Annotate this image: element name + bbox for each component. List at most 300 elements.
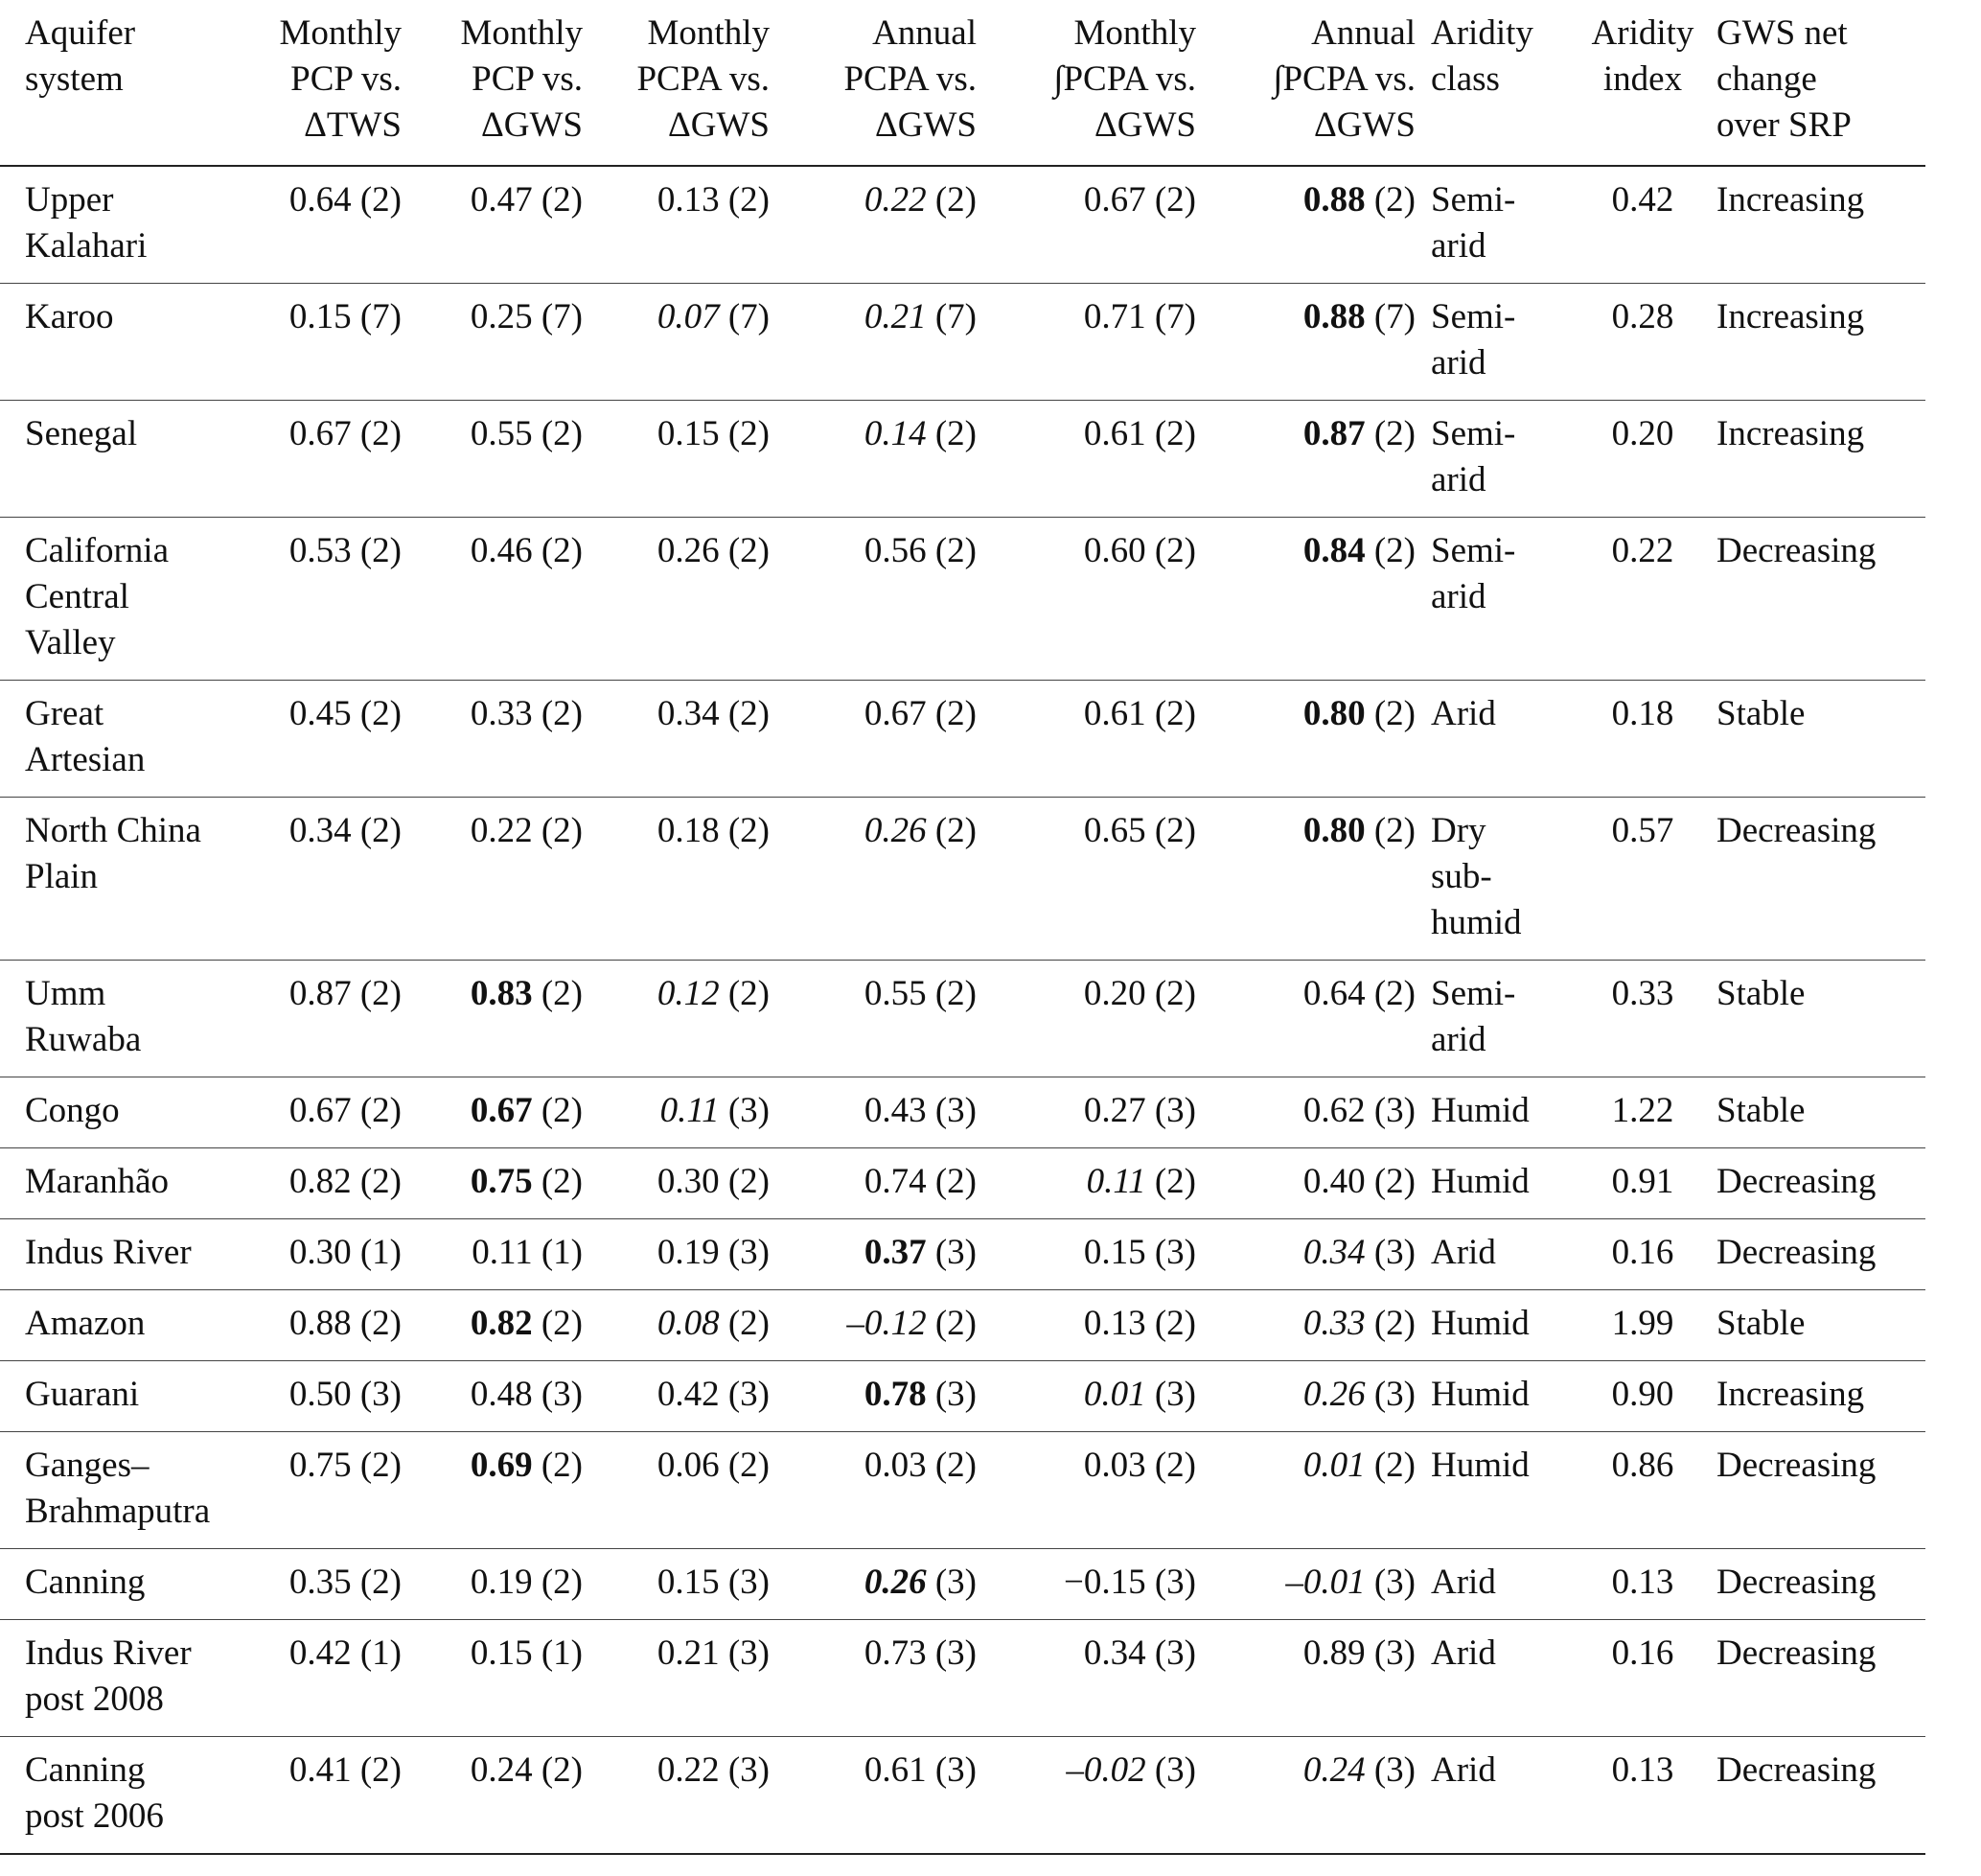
cell-annual-int-pcpa-vs-dgws — [1204, 681, 1423, 798]
table-row — [0, 1549, 1925, 1620]
aridity-class: Humid — [1423, 1077, 1580, 1148]
lag-months: (3) — [934, 1633, 977, 1673]
cell-monthly-int-pcpa-vs-dgws — [984, 1148, 1204, 1219]
correlation-value: 0.22 — [656, 1750, 720, 1790]
cell-monthly-pcpa-vs-dgws — [590, 1549, 777, 1620]
lag-months: (2) — [934, 531, 977, 570]
correlation-value: 0.34 — [656, 694, 720, 733]
cell-monthly-int-pcpa-vs-dgws — [984, 401, 1204, 518]
lag-months: (7) — [359, 297, 402, 336]
lag-months: (2) — [359, 180, 402, 220]
correlation-value: 0.42 — [288, 1633, 352, 1673]
table-row — [0, 1219, 1925, 1290]
cell-monthly-pcp-vs-dtws — [246, 401, 409, 518]
table-row — [0, 798, 1925, 961]
table-row — [0, 1432, 1925, 1549]
cell-annual-int-pcpa-vs-dgws — [1204, 401, 1423, 518]
aquifer-name: Canning post 2006 — [0, 1737, 246, 1855]
lag-months: (2) — [727, 974, 770, 1013]
correlation-value: 0.64 — [1302, 974, 1366, 1013]
lag-months: (2) — [1154, 694, 1196, 733]
lag-months: (2) — [1154, 1446, 1196, 1485]
correlation-value: 0.15 — [656, 414, 720, 453]
aridity-class: Humid — [1423, 1361, 1580, 1432]
cell-monthly-pcpa-vs-dgws — [590, 401, 777, 518]
lag-months: (3) — [727, 1375, 770, 1414]
lag-months: (2) — [359, 414, 402, 453]
gws-net-change: Stable — [1705, 1290, 1925, 1361]
aridity-class: Semi- arid — [1423, 518, 1580, 681]
aquifer-name: Congo — [0, 1077, 246, 1148]
gws-net-change: Decreasing — [1705, 1432, 1925, 1549]
cell-monthly-int-pcpa-vs-dgws — [984, 1219, 1204, 1290]
cell-annual-pcpa-vs-dgws — [777, 1361, 984, 1432]
lag-months: (3) — [541, 1375, 583, 1414]
correlation-value: 0.33 — [470, 694, 533, 733]
lag-months: (1) — [359, 1233, 402, 1272]
header-annual-int-pcpa-vs-dgws: Annual ∫PCPA vs. ΔGWS — [1204, 0, 1423, 166]
correlation-value: 0.18 — [656, 811, 720, 850]
cell-monthly-pcpa-vs-dgws — [590, 1432, 777, 1549]
cell-monthly-pcp-vs-dtws — [246, 798, 409, 961]
cell-monthly-int-pcpa-vs-dgws — [984, 1290, 1204, 1361]
lag-months: (2) — [1154, 531, 1196, 570]
correlation-value: 0.01 — [1302, 1446, 1366, 1485]
header-monthly-pcpa-vs-dgws: Monthly PCPA vs. ΔGWS — [590, 0, 777, 166]
lag-months: (2) — [727, 180, 770, 220]
gws-net-change: Decreasing — [1705, 1620, 1925, 1737]
cell-monthly-int-pcpa-vs-dgws — [984, 1077, 1204, 1148]
cell-monthly-int-pcpa-vs-dgws — [984, 1620, 1204, 1737]
correlation-value: 0.67 — [864, 694, 927, 733]
correlation-value: 0.21 — [864, 297, 927, 336]
cell-annual-pcpa-vs-dgws — [777, 166, 984, 284]
lag-months: (2) — [541, 531, 583, 570]
cell-monthly-pcp-vs-dtws — [246, 518, 409, 681]
table-row — [0, 1290, 1925, 1361]
cell-monthly-pcp-vs-dgws — [409, 1432, 590, 1549]
cell-annual-int-pcpa-vs-dgws — [1204, 1549, 1423, 1620]
cell-monthly-pcpa-vs-dgws — [590, 1361, 777, 1432]
lag-months: (7) — [1154, 297, 1196, 336]
lag-months: (2) — [1154, 1162, 1196, 1201]
lag-months: (2) — [1154, 974, 1196, 1013]
lag-months: (2) — [1154, 180, 1196, 220]
table-row — [0, 1148, 1925, 1219]
correlation-value: 0.50 — [288, 1375, 352, 1414]
correlation-value: 0.40 — [1302, 1162, 1366, 1201]
correlation-value: 0.06 — [656, 1446, 720, 1485]
lag-months: (2) — [727, 1304, 770, 1343]
correlation-value: 0.26 — [864, 811, 927, 850]
correlation-value: 0.13 — [1083, 1304, 1146, 1343]
gws-net-change: Decreasing — [1705, 1148, 1925, 1219]
correlation-value: 0.67 — [1083, 180, 1146, 220]
lag-months: (2) — [934, 180, 977, 220]
lag-months: (2) — [541, 1162, 583, 1201]
correlation-value: 0.41 — [288, 1750, 352, 1790]
lag-months: (2) — [727, 531, 770, 570]
lag-months: (2) — [541, 414, 583, 453]
table-row — [0, 961, 1925, 1077]
cell-annual-int-pcpa-vs-dgws — [1204, 1620, 1423, 1737]
cell-monthly-int-pcpa-vs-dgws — [984, 961, 1204, 1077]
lag-months: (2) — [1373, 694, 1416, 733]
lag-months: (2) — [727, 694, 770, 733]
correlation-value: 0.07 — [656, 297, 720, 336]
cell-annual-pcpa-vs-dgws — [777, 1290, 984, 1361]
correlation-value: 0.88 — [1302, 297, 1366, 336]
correlation-value: 0.88 — [1302, 180, 1366, 220]
lag-months: (7) — [727, 297, 770, 336]
correlation-value: 0.15 — [288, 297, 352, 336]
lag-months: (7) — [1373, 297, 1416, 336]
correlation-value: 0.34 — [1302, 1233, 1366, 1272]
cell-annual-pcpa-vs-dgws — [777, 1148, 984, 1219]
lag-months: (3) — [934, 1563, 977, 1602]
header-monthly-int-pcpa-vs-dgws: Monthly ∫PCPA vs. ΔGWS — [984, 0, 1204, 166]
aridity-index: 0.57 — [1580, 798, 1705, 961]
correlation-value: 0.03 — [1083, 1446, 1146, 1485]
aridity-index: 0.16 — [1580, 1219, 1705, 1290]
lag-months: (2) — [359, 1304, 402, 1343]
lag-months: (3) — [934, 1375, 977, 1414]
cell-annual-pcpa-vs-dgws — [777, 961, 984, 1077]
correlation-value: 0.87 — [1302, 414, 1366, 453]
correlation-value: 0.15 — [470, 1633, 533, 1673]
lag-months: (3) — [1154, 1750, 1196, 1790]
aridity-index: 1.99 — [1580, 1290, 1705, 1361]
correlation-value: 0.15 — [656, 1563, 720, 1602]
cell-annual-int-pcpa-vs-dgws — [1204, 166, 1423, 284]
cell-annual-int-pcpa-vs-dgws — [1204, 1219, 1423, 1290]
lag-months: (2) — [359, 1563, 402, 1602]
correlation-value: 0.48 — [470, 1375, 533, 1414]
lag-months: (3) — [727, 1233, 770, 1272]
table-row — [0, 681, 1925, 798]
lag-months: (2) — [541, 1563, 583, 1602]
cell-monthly-int-pcpa-vs-dgws — [984, 284, 1204, 401]
lag-months: (2) — [934, 694, 977, 733]
correlation-value: 0.47 — [470, 180, 533, 220]
lag-months: (2) — [934, 1446, 977, 1485]
cell-monthly-pcpa-vs-dgws — [590, 1148, 777, 1219]
correlation-value: 0.87 — [288, 974, 352, 1013]
correlation-value: 0.03 — [864, 1446, 927, 1485]
correlation-value: 0.25 — [470, 297, 533, 336]
correlation-value: 0.24 — [1302, 1750, 1366, 1790]
lag-months: (2) — [541, 1446, 583, 1485]
correlation-value: 0.42 — [656, 1375, 720, 1414]
lag-months: (2) — [727, 1446, 770, 1485]
aridity-index: 0.20 — [1580, 401, 1705, 518]
correlation-value: 0.37 — [864, 1233, 927, 1272]
cell-annual-int-pcpa-vs-dgws — [1204, 1290, 1423, 1361]
header-gws-net-change: GWS net change over SRP — [1705, 0, 1925, 166]
aquifer-name: Karoo — [0, 284, 246, 401]
cell-annual-pcpa-vs-dgws — [777, 401, 984, 518]
cell-annual-pcpa-vs-dgws — [777, 518, 984, 681]
lag-months: (2) — [727, 811, 770, 850]
correlation-value: –0.02 — [1066, 1750, 1146, 1790]
aridity-class: Arid — [1423, 1549, 1580, 1620]
lag-months: (2) — [359, 1750, 402, 1790]
correlation-value: 0.80 — [1302, 694, 1366, 733]
cell-annual-pcpa-vs-dgws — [777, 798, 984, 961]
correlation-value: 0.82 — [470, 1304, 533, 1343]
gws-net-change: Decreasing — [1705, 1737, 1925, 1855]
cell-annual-int-pcpa-vs-dgws — [1204, 798, 1423, 961]
aridity-index: 0.86 — [1580, 1432, 1705, 1549]
cell-monthly-pcp-vs-dgws — [409, 681, 590, 798]
gws-net-change: Increasing — [1705, 284, 1925, 401]
cell-monthly-pcp-vs-dtws — [246, 1361, 409, 1432]
cell-annual-pcpa-vs-dgws — [777, 1549, 984, 1620]
lag-months: (3) — [1373, 1091, 1416, 1130]
correlation-value: 0.35 — [288, 1563, 352, 1602]
gws-net-change: Stable — [1705, 681, 1925, 798]
lag-months: (3) — [1373, 1633, 1416, 1673]
table-row — [0, 1077, 1925, 1148]
correlation-value: 0.65 — [1083, 811, 1146, 850]
aridity-index: 0.16 — [1580, 1620, 1705, 1737]
cell-annual-int-pcpa-vs-dgws — [1204, 1077, 1423, 1148]
aridity-index: 0.13 — [1580, 1737, 1705, 1855]
lag-months: (2) — [1154, 1304, 1196, 1343]
lag-months: (2) — [541, 1091, 583, 1130]
cell-monthly-pcp-vs-dgws — [409, 518, 590, 681]
lag-months: (2) — [541, 811, 583, 850]
lag-months: (3) — [1154, 1375, 1196, 1414]
aridity-index: 0.33 — [1580, 961, 1705, 1077]
lag-months: (3) — [727, 1563, 770, 1602]
cell-monthly-pcp-vs-dgws — [409, 284, 590, 401]
cell-monthly-pcpa-vs-dgws — [590, 681, 777, 798]
correlation-value: 0.88 — [288, 1304, 352, 1343]
lag-months: (2) — [541, 1750, 583, 1790]
aridity-index: 0.18 — [1580, 681, 1705, 798]
correlation-value: 0.26 — [656, 531, 720, 570]
correlation-value: 0.19 — [470, 1563, 533, 1602]
lag-months: (2) — [541, 694, 583, 733]
correlation-value: 0.24 — [470, 1750, 533, 1790]
cell-monthly-pcp-vs-dtws — [246, 1737, 409, 1855]
cell-monthly-int-pcpa-vs-dgws — [984, 1432, 1204, 1549]
cell-monthly-pcp-vs-dtws — [246, 1077, 409, 1148]
cell-monthly-pcp-vs-dgws — [409, 1361, 590, 1432]
cell-monthly-pcpa-vs-dgws — [590, 1620, 777, 1737]
aridity-index: 0.90 — [1580, 1361, 1705, 1432]
lag-months: (3) — [1373, 1750, 1416, 1790]
aquifer-name: California Central Valley — [0, 518, 246, 681]
aridity-class: Arid — [1423, 1737, 1580, 1855]
header-monthly-pcp-vs-dtws: Monthly PCP vs. ΔTWS — [246, 0, 409, 166]
cell-annual-int-pcpa-vs-dgws — [1204, 1148, 1423, 1219]
header-aquifer-system: Aquifer system — [0, 0, 246, 166]
lag-months: (1) — [359, 1633, 402, 1673]
table-body — [0, 166, 1925, 1854]
lag-months: (1) — [541, 1633, 583, 1673]
cell-annual-int-pcpa-vs-dgws — [1204, 1432, 1423, 1549]
correlation-value: 0.69 — [470, 1446, 533, 1485]
cell-monthly-pcp-vs-dtws — [246, 1219, 409, 1290]
lag-months: (3) — [727, 1091, 770, 1130]
correlation-value: 0.61 — [864, 1750, 927, 1790]
lag-months: (3) — [934, 1233, 977, 1272]
cell-annual-pcpa-vs-dgws — [777, 1432, 984, 1549]
gws-net-change: Decreasing — [1705, 1219, 1925, 1290]
aquifer-name: Maranhão — [0, 1148, 246, 1219]
lag-months: (3) — [1154, 1091, 1196, 1130]
lag-months: (3) — [727, 1633, 770, 1673]
correlation-value: 0.80 — [1302, 811, 1366, 850]
correlation-value: 0.71 — [1083, 297, 1146, 336]
correlation-value: 0.01 — [1083, 1375, 1146, 1414]
cell-monthly-pcp-vs-dgws — [409, 1737, 590, 1855]
aquifer-name: Indus River post 2008 — [0, 1620, 246, 1737]
correlation-value: 0.22 — [864, 180, 927, 220]
cell-monthly-pcpa-vs-dgws — [590, 166, 777, 284]
cell-monthly-pcp-vs-dgws — [409, 401, 590, 518]
cell-annual-pcpa-vs-dgws — [777, 284, 984, 401]
cell-monthly-pcp-vs-dtws — [246, 961, 409, 1077]
correlation-value: 0.15 — [1083, 1233, 1146, 1272]
correlation-value: 0.67 — [288, 414, 352, 453]
lag-months: (2) — [541, 180, 583, 220]
lag-months: (2) — [934, 811, 977, 850]
cell-monthly-pcp-vs-dtws — [246, 1432, 409, 1549]
cell-monthly-pcpa-vs-dgws — [590, 1737, 777, 1855]
correlation-value: 0.11 — [659, 1091, 720, 1130]
lag-months: (2) — [359, 1091, 402, 1130]
correlation-value: 0.61 — [1083, 414, 1146, 453]
lag-months: (2) — [1373, 414, 1416, 453]
cell-annual-int-pcpa-vs-dgws — [1204, 961, 1423, 1077]
lag-months: (2) — [1154, 414, 1196, 453]
lag-months: (2) — [541, 1304, 583, 1343]
table-row — [0, 284, 1925, 401]
header-monthly-pcp-vs-dgws: Monthly PCP vs. ΔGWS — [409, 0, 590, 166]
correlation-value: 0.56 — [864, 531, 927, 570]
lag-months: (2) — [727, 414, 770, 453]
cell-monthly-pcpa-vs-dgws — [590, 284, 777, 401]
cell-monthly-pcpa-vs-dgws — [590, 798, 777, 961]
correlation-value: 0.08 — [656, 1304, 720, 1343]
cell-annual-pcpa-vs-dgws — [777, 681, 984, 798]
cell-annual-int-pcpa-vs-dgws — [1204, 518, 1423, 681]
lag-months: (3) — [934, 1750, 977, 1790]
gws-net-change: Stable — [1705, 961, 1925, 1077]
cell-annual-pcpa-vs-dgws — [777, 1219, 984, 1290]
cell-monthly-pcp-vs-dtws — [246, 1148, 409, 1219]
correlation-value: 0.11 — [1086, 1162, 1146, 1201]
correlation-value: 0.74 — [864, 1162, 927, 1201]
cell-monthly-pcpa-vs-dgws — [590, 1077, 777, 1148]
correlation-value: 0.78 — [864, 1375, 927, 1414]
correlation-value: 0.26 — [864, 1563, 927, 1602]
correlation-value: 0.82 — [288, 1162, 352, 1201]
aridity-class: Arid — [1423, 681, 1580, 798]
aquifer-name: Upper Kalahari — [0, 166, 246, 284]
cell-monthly-pcp-vs-dtws — [246, 284, 409, 401]
header-aridity-index: Aridity index — [1580, 0, 1705, 166]
cell-monthly-pcp-vs-dgws — [409, 1290, 590, 1361]
correlation-value: 0.20 — [1083, 974, 1146, 1013]
cell-monthly-pcpa-vs-dgws — [590, 518, 777, 681]
lag-months: (2) — [359, 1446, 402, 1485]
correlation-value: 0.64 — [288, 180, 352, 220]
cell-monthly-pcp-vs-dtws — [246, 681, 409, 798]
lag-months: (3) — [1373, 1375, 1416, 1414]
cell-annual-pcpa-vs-dgws — [777, 1737, 984, 1855]
lag-months: (2) — [934, 1304, 977, 1343]
cell-monthly-int-pcpa-vs-dgws — [984, 1549, 1204, 1620]
lag-months: (3) — [727, 1750, 770, 1790]
aridity-class: Humid — [1423, 1148, 1580, 1219]
correlation-value: 0.45 — [288, 694, 352, 733]
lag-months: (3) — [1154, 1563, 1196, 1602]
lag-months: (2) — [359, 694, 402, 733]
correlation-value: 0.83 — [470, 974, 533, 1013]
cell-monthly-pcp-vs-dgws — [409, 166, 590, 284]
lag-months: (2) — [1373, 1446, 1416, 1485]
lag-months: (2) — [541, 974, 583, 1013]
lag-months: (2) — [1373, 1162, 1416, 1201]
aridity-index: 0.91 — [1580, 1148, 1705, 1219]
correlation-value: 0.89 — [1302, 1633, 1366, 1673]
lag-months: (1) — [541, 1233, 583, 1272]
aridity-class: Humid — [1423, 1290, 1580, 1361]
gws-net-change: Increasing — [1705, 401, 1925, 518]
aquifer-name: Indus River — [0, 1219, 246, 1290]
cell-monthly-pcp-vs-dgws — [409, 1219, 590, 1290]
aquifer-name: Senegal — [0, 401, 246, 518]
aridity-class: Semi- arid — [1423, 401, 1580, 518]
table-row — [0, 401, 1925, 518]
lag-months: (2) — [1373, 180, 1416, 220]
lag-months: (2) — [934, 1162, 977, 1201]
lag-months: (3) — [1373, 1563, 1416, 1602]
correlation-value: 0.34 — [1083, 1633, 1146, 1673]
table-row — [0, 518, 1925, 681]
correlation-value: 0.13 — [656, 180, 720, 220]
cell-monthly-pcpa-vs-dgws — [590, 1290, 777, 1361]
aridity-index: 0.22 — [1580, 518, 1705, 681]
cell-monthly-pcp-vs-dgws — [409, 1077, 590, 1148]
gws-net-change: Decreasing — [1705, 798, 1925, 961]
lag-months: (3) — [1154, 1233, 1196, 1272]
correlation-value: 0.33 — [1302, 1304, 1366, 1343]
correlation-value: 0.27 — [1083, 1091, 1146, 1130]
correlation-value: –0.01 — [1285, 1563, 1366, 1602]
aridity-class: Arid — [1423, 1219, 1580, 1290]
correlation-value: 0.75 — [288, 1446, 352, 1485]
correlation-value: 0.34 — [288, 811, 352, 850]
correlation-value: 0.12 — [656, 974, 720, 1013]
correlation-value: 0.62 — [1302, 1091, 1366, 1130]
lag-months: (2) — [359, 1162, 402, 1201]
aquifer-name: Great Artesian — [0, 681, 246, 798]
correlation-value: 0.55 — [470, 414, 533, 453]
aquifer-name: Canning — [0, 1549, 246, 1620]
correlation-value: 0.30 — [656, 1162, 720, 1201]
correlation-value: 0.21 — [656, 1633, 720, 1673]
cell-monthly-int-pcpa-vs-dgws — [984, 1361, 1204, 1432]
cell-monthly-int-pcpa-vs-dgws — [984, 798, 1204, 961]
correlation-value: 0.11 — [472, 1233, 533, 1272]
aquifer-name: Umm Ruwaba — [0, 961, 246, 1077]
lag-months: (2) — [1373, 531, 1416, 570]
